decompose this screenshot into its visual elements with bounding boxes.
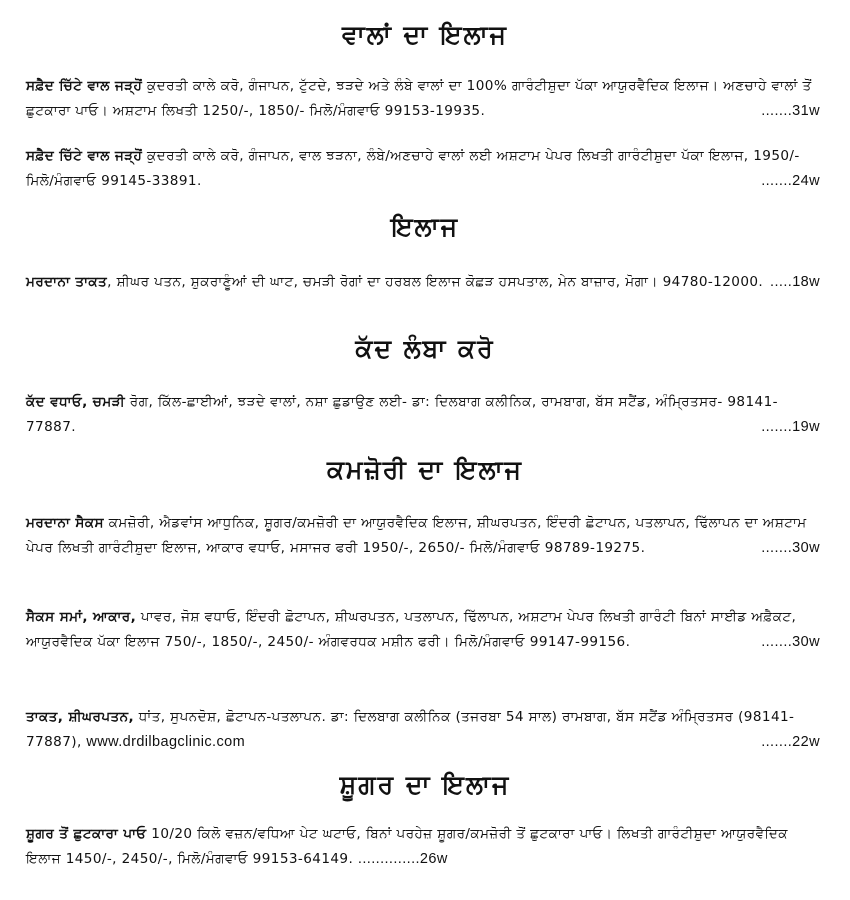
ad-text: , ਸ਼ੀਘਰ ਪਤਨ, ਸ਼ੁਕਰਾਣੂੰਆਂ ਦੀ ਘਾਟ, ਚਮੜੀ ਰੋਗਾਂ ਦਾ ਹਰਬਲ ਇਲਾਜ ਕੋਛੜ ਹਸਪਤਾਲ, ਮੇਨ ਬਾਜ਼ਾਰ, ਮੋਗਾ। 94780-12000. <box>107 274 764 290</box>
ad-lead: ਸੈਕਸ ਸਮਾਂ, ਆਕਾਰ, <box>26 609 137 625</box>
ad-lead: ਸਫ਼ੈਦ ਚਿੱਟੇ ਵਾਲ ਜੜ੍ਹੋਂ <box>26 78 143 94</box>
ad-code: .......30w <box>761 539 820 556</box>
classified-ad <box>26 270 820 295</box>
ad-text: ਕੁਦਰਤੀ ਕਾਲੇ ਕਰੋ, ਗੰਜਾਪਨ, ਟੁੱਟਦੇ, ਝੜਦੇ ਅਤੇ ਲੰਬੇ ਵਾਲਾਂ ਦਾ 100% ਗਾਰੰਟੀਸ਼ੁਦਾ ਪੱਕਾ ਆਯੁਰਵੈਦਿਕ ਇਲਾਜ। ਅਣਚਾਹੇ ਵਾਲਾਂ ਤੋਂ ਛੁਟਕਾਰਾ ਪਾਓ। ਅਸ਼ਟਾਮ ਲਿਖਤੀ 1250/-, 1850/- ਮਿਲੋ/ਮੰਗਵਾਓ 99153-19935. <box>26 78 812 119</box>
ad-text: ਰੋਗ, ਕਿੱਲ-ਛਾਈਆਂ, ਝੜਦੇ ਵਾਲਾਂ, ਨਸ਼ਾ ਛੁਡਾਉਣ ਲਈ- ਡਾ: ਦਿਲਬਾਗ ਕਲੀਨਿਕ, ਰਾਮਬਾਗ, ਬੱਸ ਸਟੈਂਡ, ਅੰਮ੍ਰਿਤਸਰ- 98141-77887. <box>26 394 778 435</box>
ad-code: .......19w <box>761 418 820 435</box>
ad-text: ਪਾਵਰ, ਜੋਸ਼ ਵਧਾਓ, ਇੰਦਰੀ ਛੋਟਾਪਨ, ਸ਼ੀਘਰਪਤਨ, ਪਤਲਾਪਨ, ਢਿੱਲਾਪਨ, ਅਸ਼ਟਾਮ ਪੇਪਰ ਲਿਖਤੀ ਗਾਰੰਟੀ ਬਿਨਾਂ ਸਾਈਡ ਅਫ਼ੈਕਟ, ਆਯੁਰਵੈਦਿਕ ਪੱਕਾ ਇਲਾਜ 750/-, 1850/-, 2450/- ਅੰਗਵਰਧਕ ਮਸ਼ੀਨ ਫਰੀ। ਮਿਲੋ/ਮੰਗਵਾਓ 99147-99156. <box>26 609 797 650</box>
ad-lead: ਤਾਕਤ, ਸ਼ੀਘਰਪਤਨ, <box>26 709 135 725</box>
ad-code: .......24w <box>761 172 820 189</box>
classified-ad <box>26 605 820 654</box>
classified-ad <box>26 74 820 123</box>
ad-lead: ਸਫ਼ੈਦ ਚਿੱਟੇ ਵਾਲ ਜੜ੍ਹੋਂ <box>26 148 143 164</box>
ad-lead: ਸ਼ੂਗਰ ਤੋਂ ਛੁਟਕਾਰਾ ਪਾਓ <box>26 826 147 842</box>
ad-lead: ਮਰਦਾਨਾ ਤਾਕਤ <box>26 274 108 290</box>
ad-lead: ਮਰਦਾਨਾ ਸੈਕਸ <box>26 515 104 531</box>
classified-ad <box>26 705 820 754</box>
classified-ad <box>26 390 820 439</box>
section-heading-height-increase: ਕੱਦ ਲੰਬਾ ਕਰੋ <box>355 334 495 363</box>
ad-text: ਕਮਜ਼ੋਰੀ, ਐਡਵਾਂਸ ਆਧੁਨਿਕ, ਸ਼ੂਗਰ/ਕਮਜ਼ੋਰੀ ਦਾ ਆਯੁਰਵੈਦਿਕ ਇਲਾਜ, ਸ਼ੀਘਰਪਤਨ, ਇੰਦਰੀ ਛੋਟਾਪਨ, ਪਤਲਾਪਨ, ਢਿੱਲਾਪਨ ਦਾ ਅਸ਼ਟਾਮ ਪੇਪਰ ਲਿਖਤੀ ਗਾਰੰਟੀਸ਼ੁਦਾ ਇਲਾਜ, ਆਕਾਰ ਵਧਾਓ, ਮਸਾਜਰ ਫਰੀ 1950/-, 2650/- ਮਿਲੋ/ਮੰਗਵਾਓ 98789-19275. <box>26 515 807 556</box>
section-heading-treatment: ਇਲਾਜ <box>390 212 460 241</box>
ad-text: ਧਾਂਤ, ਸੁਪਨਦੋਸ਼, ਛੋਟਾਪਨ-ਪਤਲਾਪਨ. ਡਾ: ਦਿਲਬਾਗ ਕਲੀਨਿਕ (ਤਜਰਬਾ 54 ਸਾਲ) ਰਾਮਬਾਗ, ਬੱਸ ਸਟੈਂਡ ਅੰਮ੍ਰਿਤਸਰ (98141-77887), <box>26 709 795 750</box>
ad-code: .......31w <box>761 102 820 119</box>
ad-website-link[interactable]: www.drdilbagclinic.com <box>86 733 246 750</box>
ad-code: .......22w <box>761 733 820 750</box>
section-heading-sugar-treatment: ਸ਼ੂਗਰ ਦਾ ਇਲਾਜ <box>339 770 511 799</box>
classified-ad <box>26 144 820 193</box>
classified-ad <box>26 511 820 560</box>
ad-code: .....18w <box>770 274 820 290</box>
ad-text: 10/20 ਕਿਲੋ ਵਜ਼ਨ/ਵਧਿਆ ਪੇਟ ਘਟਾਓ, ਬਿਨਾਂ ਪਰਹੇਜ਼ ਸ਼ੂਗਰ/ਕਮਜ਼ੋਰੀ ਤੋਂ ਛੁਟਕਾਰਾ ਪਾਓ। ਲਿਖਤੀ ਗਾਰੰਟੀਸ਼ੁਦਾ ਆਯੁਰਵੈਦਿਕ ਇਲਾਜ 1450/-, 2450/-, ਮਿਲੋ/ਮੰਗਵਾਓ 99153-64149. <box>26 826 788 867</box>
ad-lead: ਕੱਦ ਵਧਾਓ, ਚਮੜੀ <box>26 394 126 410</box>
section-heading-weakness-treatment: ਕਮਜ਼ੋਰੀ ਦਾ ਇਲਾਜ <box>326 455 524 484</box>
ad-code: ..............26w <box>357 850 448 867</box>
classified-ad <box>26 822 820 871</box>
section-heading-hair-treatment: ਵਾਲਾਂ ਦਾ ਇਲਾਜ <box>342 20 508 49</box>
ad-text: ਕੁਦਰਤੀ ਕਾਲੇ ਕਰੋ, ਗੰਜਾਪਨ, ਵਾਲ ਝੜਨਾ, ਲੰਬੇ/ਅਣਚਾਹੇ ਵਾਲਾਂ ਲਈ ਅਸ਼ਟਾਮ ਪੇਪਰ ਲਿਖਤੀ ਗਾਰੰਟੀਸ਼ੁਦਾ ਪੱਕਾ ਇਲਾਜ, 1950/- ਮਿਲੋ/ਮੰਗਵਾਓ 99145-33891. <box>26 148 800 189</box>
ad-code: .......30w <box>761 633 820 650</box>
